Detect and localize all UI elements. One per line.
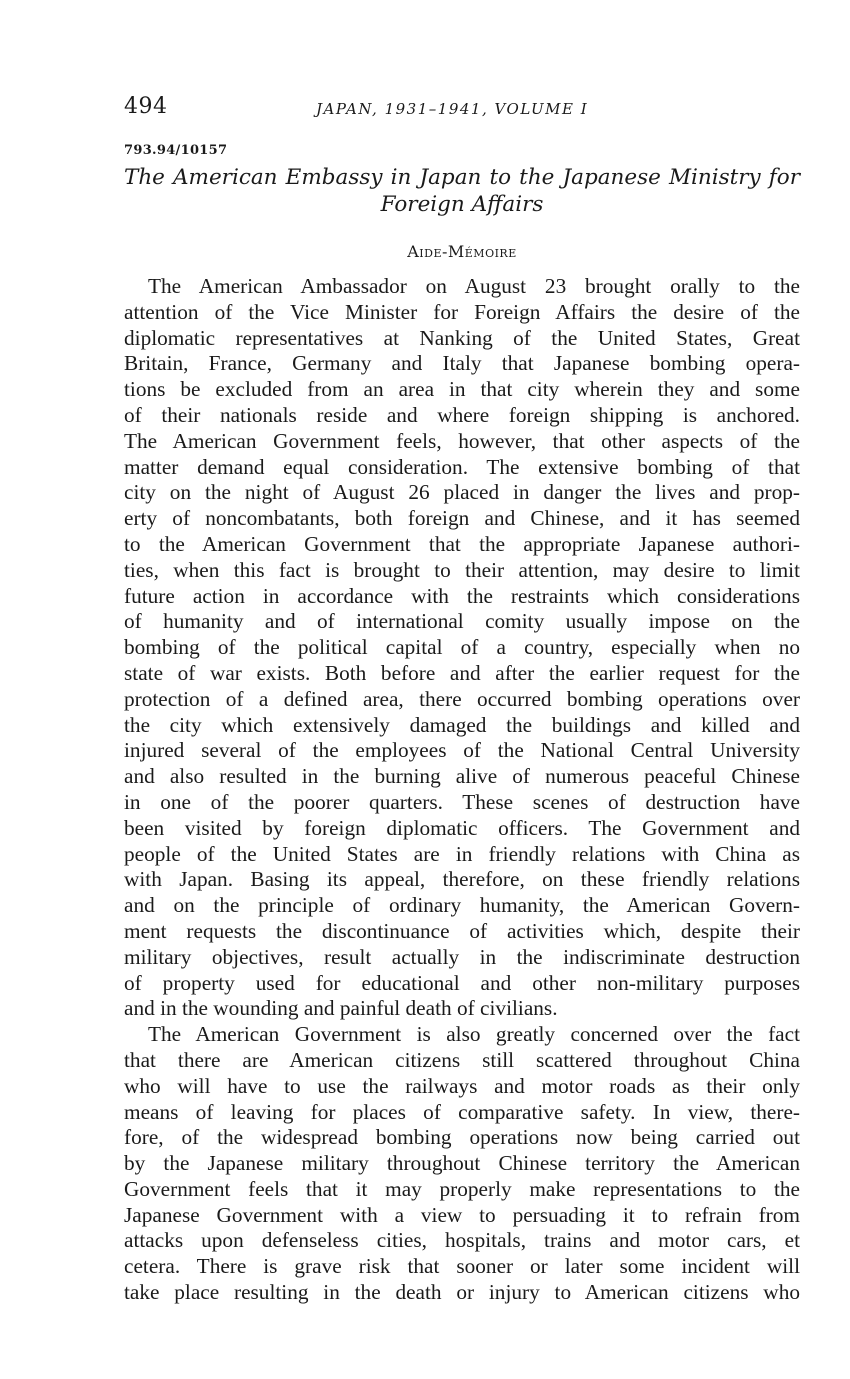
text-line: that there are American citizens still scattered throughout China — [124, 1047, 800, 1072]
text-line: Britain, France, Germany and Italy that Japanese bombing opera- — [124, 351, 800, 376]
document-page — [124, 94, 800, 1305]
text-line: of their nationals reside and where foreign shipping is anchored. — [124, 402, 800, 427]
aide-memoire-heading: Aide-Mémoire — [407, 242, 517, 261]
text-line: protection of a defined area, there occurred bombing operations over — [124, 686, 800, 711]
text-line: ties, when this fact is brought to their attention, may desire to limit — [124, 557, 800, 582]
text-line: fore, of the widespread bombing operations now being carried out — [124, 1125, 800, 1150]
body-paragraph — [124, 1022, 800, 1306]
text-line: and in the wounding and painful death of civilians. — [124, 996, 558, 1021]
text-line: of property used for educational and other non-military purposes — [124, 970, 800, 995]
text-line: The American Government feels, however, that other aspects of the — [124, 428, 800, 453]
text-line: bombing of the political capital of a country, especially when no — [124, 635, 800, 660]
text-line: people of the United States are in friendly relations with China as — [124, 841, 800, 866]
text-line: matter demand equal consideration. The extensive bombing of that — [124, 454, 800, 479]
text-line: who will have to use the railways and motor roads as their only — [124, 1073, 800, 1098]
text-line: cetera. There is grave risk that sooner or later some incident will — [124, 1254, 800, 1279]
text-line: means of leaving for places of comparative safety. In view, there- — [124, 1099, 800, 1124]
text-line: state of war exists. Both before and after the earlier request for the — [124, 660, 800, 685]
text-line: diplomatic representatives at Nanking of the United States, Great — [124, 325, 800, 350]
text-line: city on the night of August 26 placed in danger the lives and prop- — [124, 480, 800, 505]
text-line: Japanese Government with a view to persuading it to refrain from — [124, 1202, 800, 1227]
running-title: JAPAN, 1931–1941, VOLUME I — [316, 100, 589, 118]
text-line: injured several of the employees of the National Central University — [124, 738, 800, 763]
text-line: military objectives, result actually in the indiscriminate destruction — [124, 944, 800, 969]
text-line: The American Government is also greatly concerned over the fact — [148, 1022, 800, 1047]
text-line: of humanity and of international comity usually impose on the — [124, 609, 800, 634]
text-line: with Japan. Basing its appeal, therefore, on these friendly relations — [124, 867, 800, 892]
text-line: by the Japanese military throughout Chinese territory the American — [124, 1151, 800, 1176]
text-line: to the American Government that the appropriate Japanese authori- — [124, 531, 800, 556]
document-title-line-2: Foreign Affairs — [380, 192, 544, 217]
text-line: and on the principle of ordinary humanity, the American Govern- — [124, 893, 800, 918]
text-line: and also resulted in the burning alive of numerous peaceful Chinese — [124, 764, 800, 789]
text-line: future action in accordance with the restraints which considerations — [124, 583, 800, 608]
text-line: take place resulting in the death or injury to American citizens who — [124, 1280, 800, 1305]
text-line: erty of noncombatants, both foreign and Chinese, and it has seemed — [124, 506, 800, 531]
text-line: ment requests the discontinuance of activities which, despite their — [124, 918, 800, 943]
text-line: the city which extensively damaged the buildings and killed and — [124, 712, 800, 737]
text-line: attacks upon defenseless cities, hospitals, trains and motor cars, et — [124, 1228, 800, 1253]
text-line: tions be excluded from an area in that city wherein they and some — [124, 377, 800, 402]
text-line: Government feels that it may properly make representations to the — [124, 1176, 800, 1201]
text-line: attention of the Vice Minister for Foreign Affairs the desire of the — [124, 299, 800, 324]
document-title — [124, 164, 800, 218]
body-text — [124, 274, 800, 1306]
page-number: 494 — [124, 94, 168, 119]
body-paragraph — [124, 274, 800, 1022]
text-line: been visited by foreign diplomatic officers. The Government and — [124, 815, 800, 840]
document-title-line-1: The American Embassy in Japan to the Japanese Ministry for — [124, 165, 800, 190]
text-line: in one of the poorer quarters. These scenes of destruction have — [124, 789, 800, 814]
file-number: 793.94/10157 — [124, 143, 228, 158]
text-line: The American Ambassador on August 23 brought orally to the — [148, 274, 800, 298]
running-head — [124, 94, 800, 124]
